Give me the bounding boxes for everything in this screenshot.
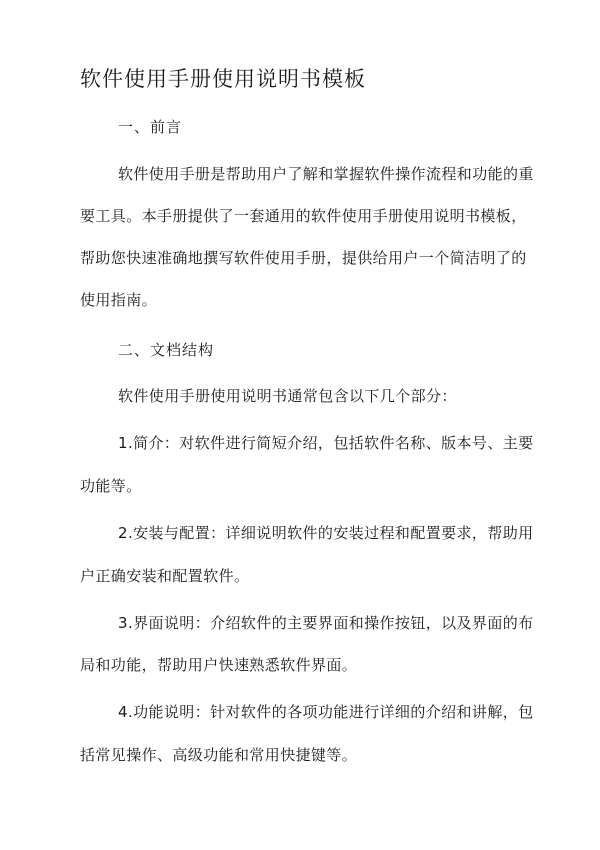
paragraph-line: 使用指南。	[80, 291, 158, 309]
list-item-line: 括常见操作、高级功能和常用快捷键等。	[80, 746, 358, 764]
list-item-line: 4.功能说明：针对软件的各项功能进行详细的介绍和讲解，包	[118, 703, 534, 721]
list-item-line: 功能等。	[80, 477, 142, 495]
section-heading-preface: 一、前言	[118, 118, 183, 136]
section-heading-structure: 二、文档结构	[118, 341, 215, 359]
list-item-line: 2.安装与配置：详细说明软件的安装过程和配置要求，帮助用	[118, 524, 534, 542]
paragraph-line: 软件使用手册是帮助用户了解和掌握软件操作流程和功能的重	[118, 165, 534, 183]
document-title: 软件使用手册使用说明书模板	[80, 67, 366, 91]
section-intro: 软件使用手册使用说明书通常包含以下几个部分：	[118, 387, 457, 405]
list-item-line: 1.简介：对软件进行简短介绍，包括软件名称、版本号、主要	[118, 434, 534, 452]
paragraph-line: 帮助您快速准确地撰写软件使用手册，提供给用户一个简洁明了的	[80, 249, 527, 267]
list-item-line: 户正确安装和配置软件。	[80, 567, 250, 585]
list-item-line: 局和功能，帮助用户快速熟悉软件界面。	[80, 656, 358, 674]
list-item-line: 3.界面说明：介绍软件的主要界面和操作按钮，以及界面的布	[118, 614, 534, 632]
paragraph-line: 要工具。本手册提供了一套通用的软件使用手册使用说明书模板，	[80, 207, 527, 225]
